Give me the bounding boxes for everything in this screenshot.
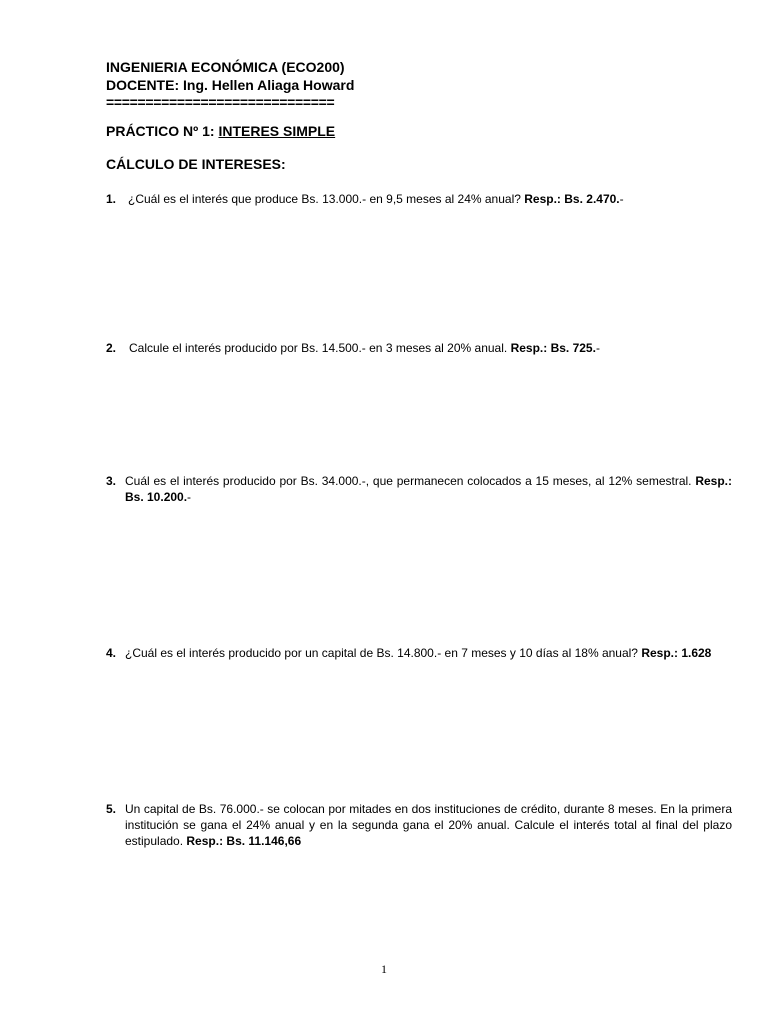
problem-item (106, 473, 732, 505)
problem-number: 1. (106, 192, 117, 206)
problem-text (125, 801, 732, 849)
page-number: 1 (381, 962, 387, 976)
problem-statement: ¿Cuál es el interés que produce Bs. 13.000.- en 9,5 meses al 24% anual? (128, 192, 525, 206)
problem-text (129, 340, 732, 356)
problem-text (128, 191, 732, 207)
problem-answer-suffix: - (619, 192, 624, 206)
practice-heading (106, 123, 335, 139)
problem-statement: ¿Cuál es el interés producido por un capital de Bs. 14.800.- en 7 meses y 10 días al 18% anual? (125, 646, 642, 660)
problem-statement: Calcule el interés producido por Bs. 14.500.- en 3 meses al 20% anual. (129, 341, 511, 355)
problem-item (106, 191, 732, 207)
problem-statement: Un capital de Bs. 76.000.- se colocan por mitades en dos instituciones de crédito, durante 8 meses. En la primera institución se gana el 24% anual y en la segunda gana el 20% anual. Calcule el interés total al final del plazo estipulado. (125, 802, 732, 848)
problem-item (106, 340, 732, 356)
header-divider: ============================= (106, 94, 335, 110)
practice-prefix: PRÁCTICO Nº 1: (106, 123, 219, 139)
problem-answer: Resp.: Bs. 725. (510, 341, 596, 355)
problem-statement: Cuál es el interés producido por Bs. 34.000.-, que permanecen colocados a 15 meses, al 12% semestral. (125, 474, 696, 488)
problem-answer: Resp.: Bs. 11.146,66 (186, 834, 302, 848)
problem-number: 3. (106, 474, 117, 488)
problem-answer: Resp.: 1.628 (641, 646, 712, 660)
problem-number: 4. (106, 646, 117, 660)
problem-answer: Resp.: Bs. 10.200. (125, 474, 732, 504)
section-heading: CÁLCULO DE INTERESES: (106, 156, 286, 172)
problem-text (125, 473, 732, 505)
problem-answer: Resp.: Bs. 2.470. (524, 192, 620, 206)
problem-item (106, 645, 732, 661)
problem-answer-suffix: - (187, 490, 192, 504)
teacher-name: DOCENTE: Ing. Hellen Aliaga Howard (106, 77, 355, 93)
problem-answer-suffix: - (595, 341, 600, 355)
course-title: INGENIERIA ECONÓMICA (ECO200) (106, 59, 345, 75)
problem-number: 2. (106, 341, 117, 355)
problem-text (125, 645, 732, 661)
problem-number: 5. (106, 802, 117, 816)
practice-topic: INTERES SIMPLE (218, 123, 336, 139)
problem-item (106, 801, 732, 849)
